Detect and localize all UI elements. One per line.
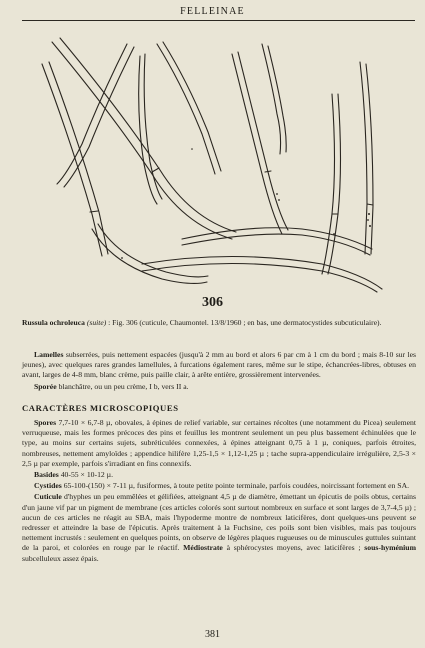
hypha-5 [157, 44, 215, 174]
hypha-1 [52, 42, 232, 239]
cuticle-hyphae-figure [32, 24, 402, 294]
text-cuticule: d'hyphes un peu emmêlées et gélifiées, atteignant 4,5 µ de diamètre, émettant un épicutis de poils obtus, certains d'un jaune vif par un pigment de membrane (ces articles colorés sont surtout nombreux en surface et sont larges de 3,7-4,5 µ) ; aucun de ces articles ne réagit au SBA, mais l'hypoderme montre de nombreux laticifères, dont quelques-uns peuvent se redresser et atteindre la base de l'épicutis. Après traitement à la Fuchsine, ces poils sont bien visibles, mais pas toujours nettement incrustés : seulement en quelques points, on observe de légères plaques rugueuses ou de minuscules guttules suintant de la paroi, et colorées en rouge par le réactif. [22, 492, 416, 553]
running-header: FELLEINAE [180, 6, 245, 17]
paragraph-lamelles [22, 350, 416, 381]
text-mediostrate: à sphérocystes moyens, avec laticifères ; [222, 543, 365, 553]
paragraph-spores [22, 418, 416, 469]
cell-contents [121, 148, 371, 259]
hypha-6 [232, 54, 282, 234]
text-lamelles: subserrées, puis nettement espacées (jusqu'à 2 mm au bord et alors 6 par cm à 1 cm du bord ; mais 8-10 sur les jeunes), avec quelques rares grandes lamellules, à furcations également rares, même sur le stipe, échancrées-libres, obtuses en avant, larges de 4-8 mm, blanc crème, puis paille clair, à arête entière, grossièrement intervenées. [22, 350, 416, 380]
hypha-5b [163, 42, 221, 171]
page-number: 381 [205, 629, 220, 640]
lead-sous-hymenium: sous-hyménium [364, 543, 416, 553]
section-title: CARACTÈRES MICROSCOPIQUES [22, 402, 179, 413]
text-cystides: 65-100-(150) × 7-11 µ, fusiformes, à toute petite pointe terminale, parfois coudées, noircissant fortement en SA. [61, 481, 410, 491]
paragraph-basides [22, 470, 416, 480]
septum-5 [367, 204, 373, 205]
caption-species-name: Russula ochroleuca [22, 318, 85, 327]
hypha-7b [268, 46, 286, 152]
body-text [22, 350, 416, 564]
paragraph-cystides [22, 481, 416, 491]
hypha-10b [142, 264, 377, 293]
lead-cystides: Cystides [34, 481, 62, 491]
lead-sporee: Sporée [34, 381, 57, 391]
hypha-9 [360, 62, 367, 254]
lead-lamelles: Lamelles [34, 350, 64, 359]
hypha-1b [60, 38, 236, 232]
lead-mediostrate: Médiostrate [183, 543, 223, 553]
lead-spores: Spores [34, 418, 57, 428]
paragraph-sporee [22, 382, 416, 392]
hypha-3b [64, 47, 134, 187]
caption-text: : Fig. 306 (cuticule, Chaumontel. 13/8/1960 ; en bas, une dermatocystides subcuticulaire). [108, 318, 382, 327]
text-sporee: blanchâtre, ou un peu crème, I b, vers II a. [56, 381, 189, 391]
header-rule [22, 20, 415, 21]
hypha-10 [142, 257, 382, 290]
lead-cuticule: Cuticule [34, 492, 62, 502]
text-basides: 40-55 × 10-12 µ. [58, 470, 114, 480]
septum-2 [152, 168, 159, 172]
figure-caption [22, 318, 414, 328]
caption-suite: (suite) [86, 318, 107, 327]
paragraph-cuticule [22, 492, 416, 563]
figure-number: 306 [202, 295, 223, 310]
hypha-4 [139, 56, 157, 204]
hypha-8 [322, 94, 335, 274]
text-spores: 7,7-10 × 6,7-8 µ, obovales, à épines de relief variable, sur certaines récoltes (une notamment du Picea) seulement verruqueuse, mais les formes précoces des pins et feuillus les montrent seulement un peu plus bassement échinulées que le type, au moins sur certains sujets, subréticulées connexées, à épines atteignant 0,75 à 1 µ, coniques, parfois étroites, nombreuses, nettement amyloïdes ; appendice hilifère 1,25-1,5 × 1,12-1,25 µ ; tache supra-appendiculaire irrégulière, 2,5-3 × 2,5 µ par exemple, parfois s'irradiant en fins connexifs. [22, 418, 416, 468]
lead-basides: Basides [34, 470, 59, 480]
text-sous-hymenium: subcelluleux assez épais. [22, 553, 99, 563]
septum-3 [265, 171, 271, 172]
